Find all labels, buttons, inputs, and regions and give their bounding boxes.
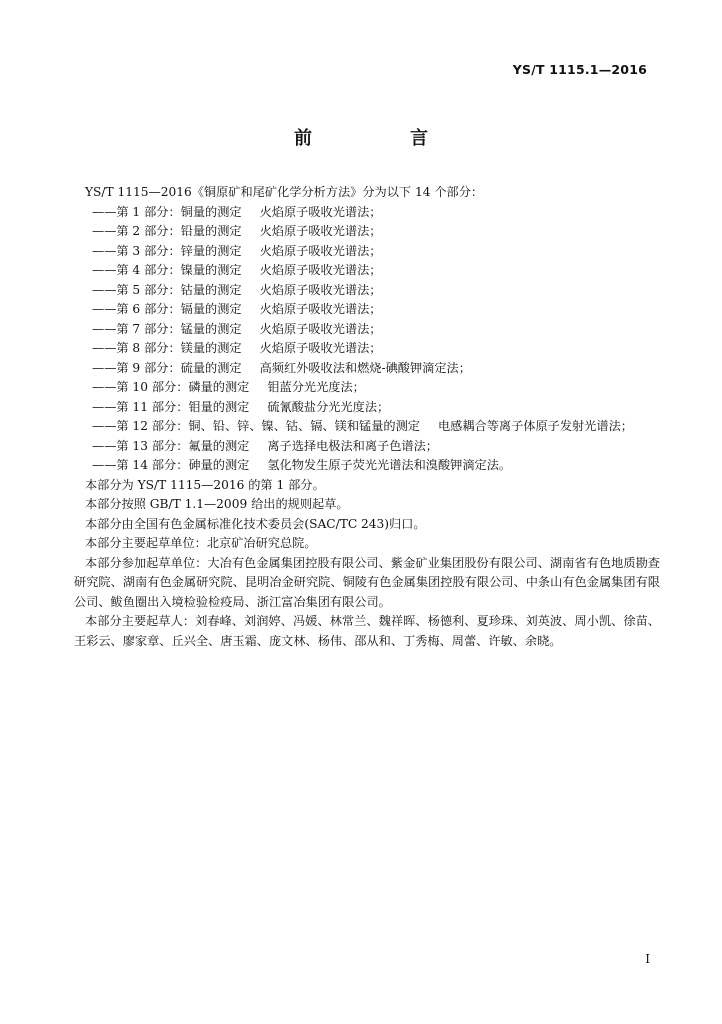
part-item: ——第 7 部分：锰量的测定 火焰原子吸收光谱法； bbox=[92, 321, 382, 336]
paragraph-main-drafter: 本部分主要起草单位：北京矿冶研究总院。 bbox=[85, 536, 317, 550]
paragraph-drafting-rules: 本部分按照 GB/T 1.1—2009 给出的规则起草。 bbox=[85, 497, 349, 511]
paragraph-drafters: 本部分主要起草人：刘春峰、刘润婷、冯媛、林常兰、魏祥晖、杨德利、夏珍珠、刘英波、周小凯、徐苗、王彩云、廖家章、丘兴全、唐玉霜、庞文林、杨伟、邵从和、丁秀梅、周蕾、许敏、余晓。 bbox=[74, 614, 660, 648]
part-item: ——第 14 部分：砷量的测定 氢化物发生原子荧光光谱法和溴酸钾滴定法。 bbox=[92, 458, 512, 472]
part-item: ——第 5 部分：钴量的测定 火焰原子吸收光谱法； bbox=[92, 282, 382, 297]
paragraph-committee: 本部分由全国有色金属标准化技术委员会(SAC/TC 243)归口。 bbox=[85, 516, 426, 531]
part-item: ——第 8 部分：镁量的测定 火焰原子吸收光谱法； bbox=[92, 341, 382, 355]
page-title: 前 言 bbox=[294, 128, 468, 149]
part-item: ——第 2 部分：铅量的测定 火焰原子吸收光谱法； bbox=[92, 224, 382, 238]
part-item: ——第 6 部分：镉量的测定 火焰原子吸收光谱法； bbox=[92, 302, 382, 316]
paragraph-participants: 本部分参加起草单位：大冶有色金属集团控股有限公司、紫金矿业集团股份有限公司、湖南省有色地质勘查研究院、湖南有色金属研究院、昆明冶金研究院、铜陵有色金属集团控股有限公司、中条山有色金属集团有限公司、鲅鱼圈出入境检验检疫局、浙江富冶集团有限公司。 bbox=[74, 555, 660, 609]
paragraph-part-statement: 本部分为 YS/T 1115—2016 的第 1 部分。 bbox=[85, 477, 325, 492]
parts-list bbox=[85, 203, 660, 476]
part-item: ——第 4 部分：镍量的测定 火焰原子吸收光谱法； bbox=[92, 263, 382, 277]
part-item: ——第 12 部分：铜、铅、锌、镍、钴、镉、镁和锰量的测定 电感耦合等离子体原子发射光谱法； bbox=[92, 419, 633, 433]
part-item: ——第 9 部分：硫量的测定 高频红外吸收法和燃烧-碘酸钾滴定法； bbox=[92, 360, 471, 375]
part-item: ——第 10 部分：磷量的测定 钼蓝分光光度法； bbox=[92, 380, 365, 394]
part-item: ——第 13 部分：氟量的测定 离子选择电极法和离子色谱法； bbox=[92, 438, 438, 453]
part-item: ——第 3 部分：锌量的测定 火焰原子吸收光谱法； bbox=[92, 243, 382, 258]
intro-line: YS/T 1115—2016《铜原矿和尾矿化学分析方法》分为以下 14 个部分： bbox=[85, 185, 484, 199]
part-item: ——第 11 部分：钼量的测定 硫氰酸盐分光光度法； bbox=[92, 399, 390, 414]
foreword-content bbox=[74, 183, 660, 651]
page-number: I bbox=[645, 952, 650, 966]
part-item: ——第 1 部分：铜量的测定 火焰原子吸收光谱法； bbox=[92, 204, 382, 219]
standard-code: YS/T 1115.1—2016 bbox=[512, 62, 647, 77]
